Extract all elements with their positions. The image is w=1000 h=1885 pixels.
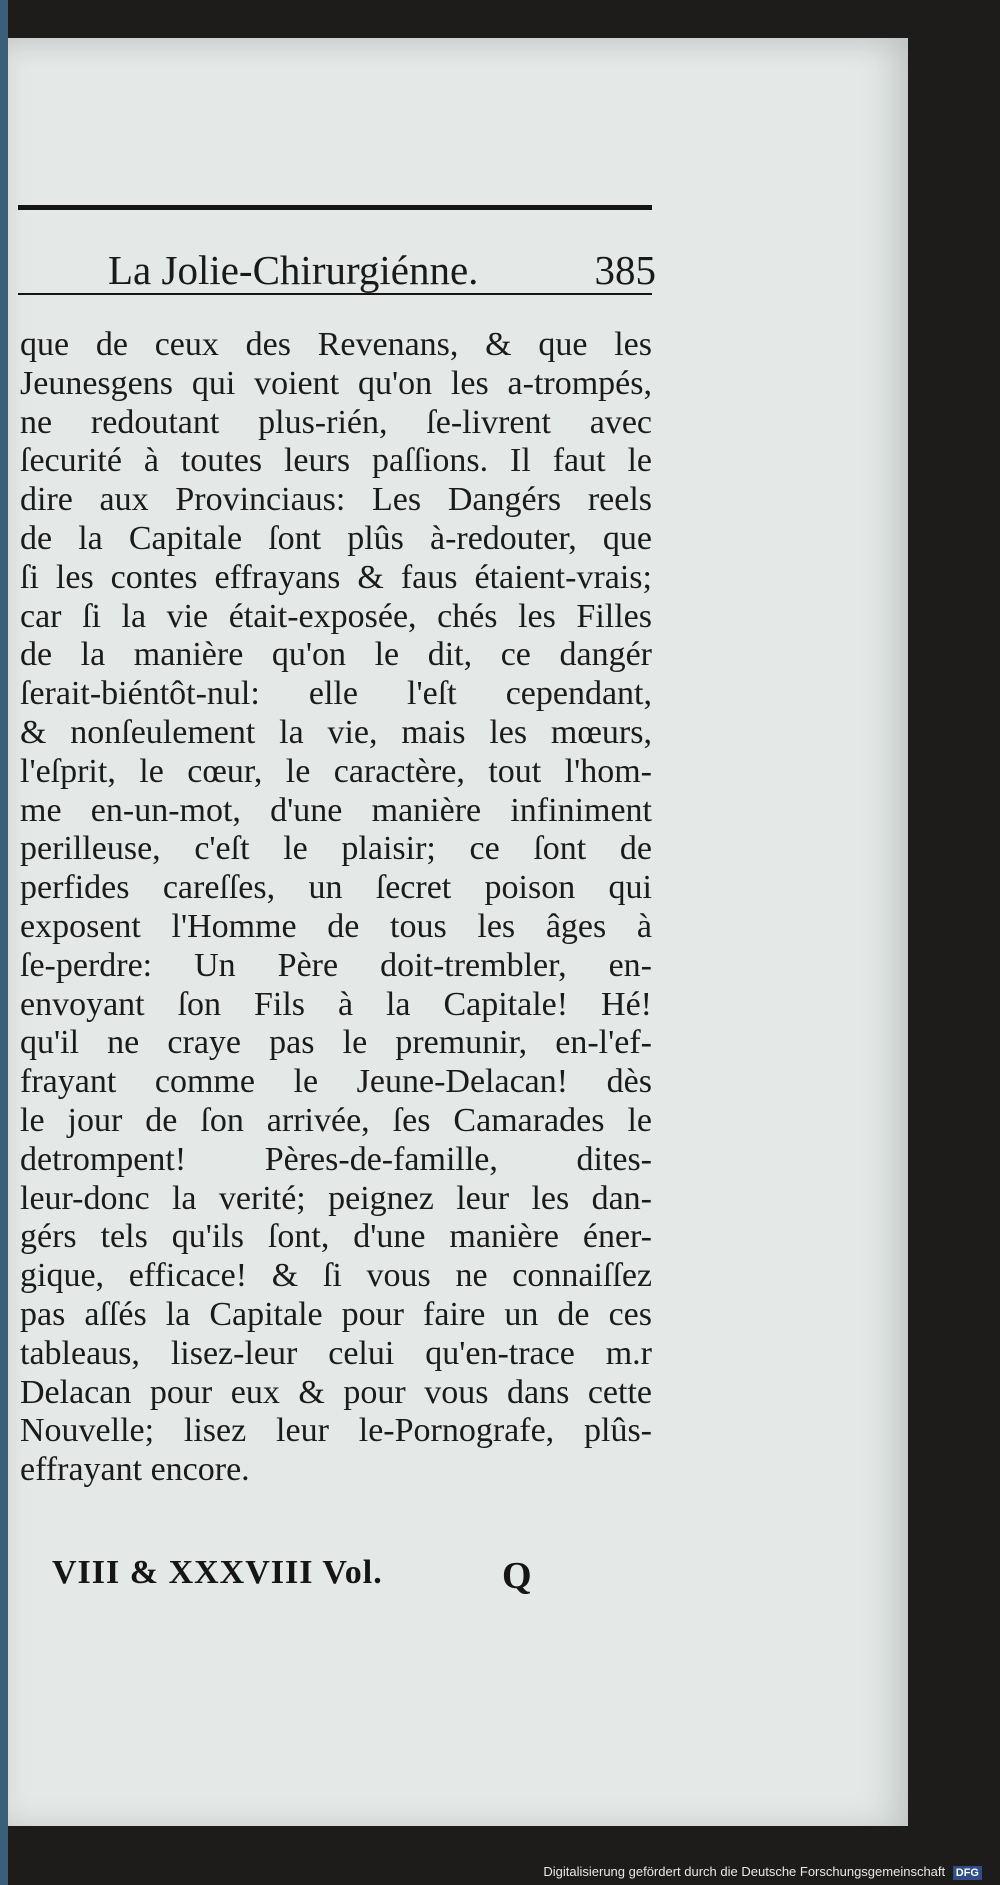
text-line: Nouvelle; lisez leur le-Pornografe, plûs-	[20, 1412, 652, 1450]
text-line: frayant comme le Jeune-Delacan! dès	[20, 1063, 652, 1101]
text-line: que de ceux des Revenans, & que les	[20, 326, 652, 363]
text-line: car ſi la vie était-exposée, chés les Filles	[20, 597, 652, 635]
text-line: ſe-perdre: Un Père doit-trembler, en-	[20, 946, 652, 984]
text-line: l'eſprit, le cœur, le caractère, tout l'hom-	[20, 752, 652, 790]
gathering-mark: Q	[502, 1555, 532, 1597]
header-rule-bottom	[18, 293, 652, 295]
text-line: envoyant ſon Fils à la Capitale! Hé!	[20, 985, 652, 1023]
text-line: ne redoutant plus-rién, ſe-livrent avec	[20, 403, 652, 441]
body-text	[20, 326, 652, 1490]
text-line: Delacan pour eux & pour vous dans cette	[20, 1373, 652, 1411]
text-line: perfides careſſes, un ſecret poison qui	[20, 869, 652, 907]
dfg-logo: DFG	[953, 1866, 982, 1880]
text-line: leur-donc la verité; peignez leur les dan-	[20, 1179, 652, 1217]
text-line: detrompent! Pères-de-famille, dites-	[20, 1140, 652, 1178]
book-page	[8, 38, 908, 1826]
text-line: pas aſſés la Capitale pour faire un de ces	[20, 1295, 652, 1333]
text-line: gique, efficace! & ſi vous ne connaiſſez	[20, 1257, 652, 1295]
text-line: effrayant encore.	[20, 1451, 250, 1489]
header-rule-top	[18, 205, 652, 210]
text-line: ſi les contes effrayans & faus étaient-vrais;	[20, 558, 652, 596]
text-line: ſerait-biéntôt-nul: elle l'eſt cependant,	[20, 675, 652, 713]
text-line: tableaus, lisez-leur celui qu'en-trace m.r	[20, 1334, 652, 1372]
text-line: de la Capitale ſont plûs à-redouter, que	[20, 519, 652, 557]
text-line: le jour de ſon arrivée, ſes Camarades le	[20, 1101, 652, 1139]
text-line: me en-un-mot, d'une manière infiniment	[20, 791, 652, 829]
scan-edge-strip	[0, 0, 8, 1885]
text-line: Jeunesgens qui voient qu'on les a-trompés,	[20, 364, 652, 402]
text-line: gérs tels qu'ils ſont, d'une manière éner-	[20, 1218, 652, 1256]
text-line: perilleuse, c'eſt le plaisir; ce ſont de	[20, 830, 652, 868]
running-head	[108, 246, 656, 294]
text-line: qu'il ne craye pas le premunir, en-l'ef-	[20, 1024, 652, 1062]
digitization-credit	[543, 1863, 982, 1881]
text-line: ſecurité à toutes leurs paſſions. Il faut le	[20, 442, 652, 480]
running-title: La Jolie-Chirurgiénne.	[108, 247, 479, 293]
page-number: 385	[594, 247, 656, 293]
text-line: exposent l'Homme de tous les âges à	[20, 907, 652, 945]
volume-signature: VIII & XXXVIII Vol.	[52, 1554, 383, 1591]
signature-line	[52, 1554, 552, 1604]
text-line: de la manière qu'on le dit, ce dangér	[20, 636, 652, 674]
text-line: dire aux Provinciaus: Les Dangérs reels	[20, 481, 652, 519]
credit-text: Digitalisierung gefördert durch die Deutsche Forschungsgemeinschaft	[543, 1864, 946, 1879]
text-line: & nonſeulement la vie, mais les mœurs,	[20, 713, 652, 751]
